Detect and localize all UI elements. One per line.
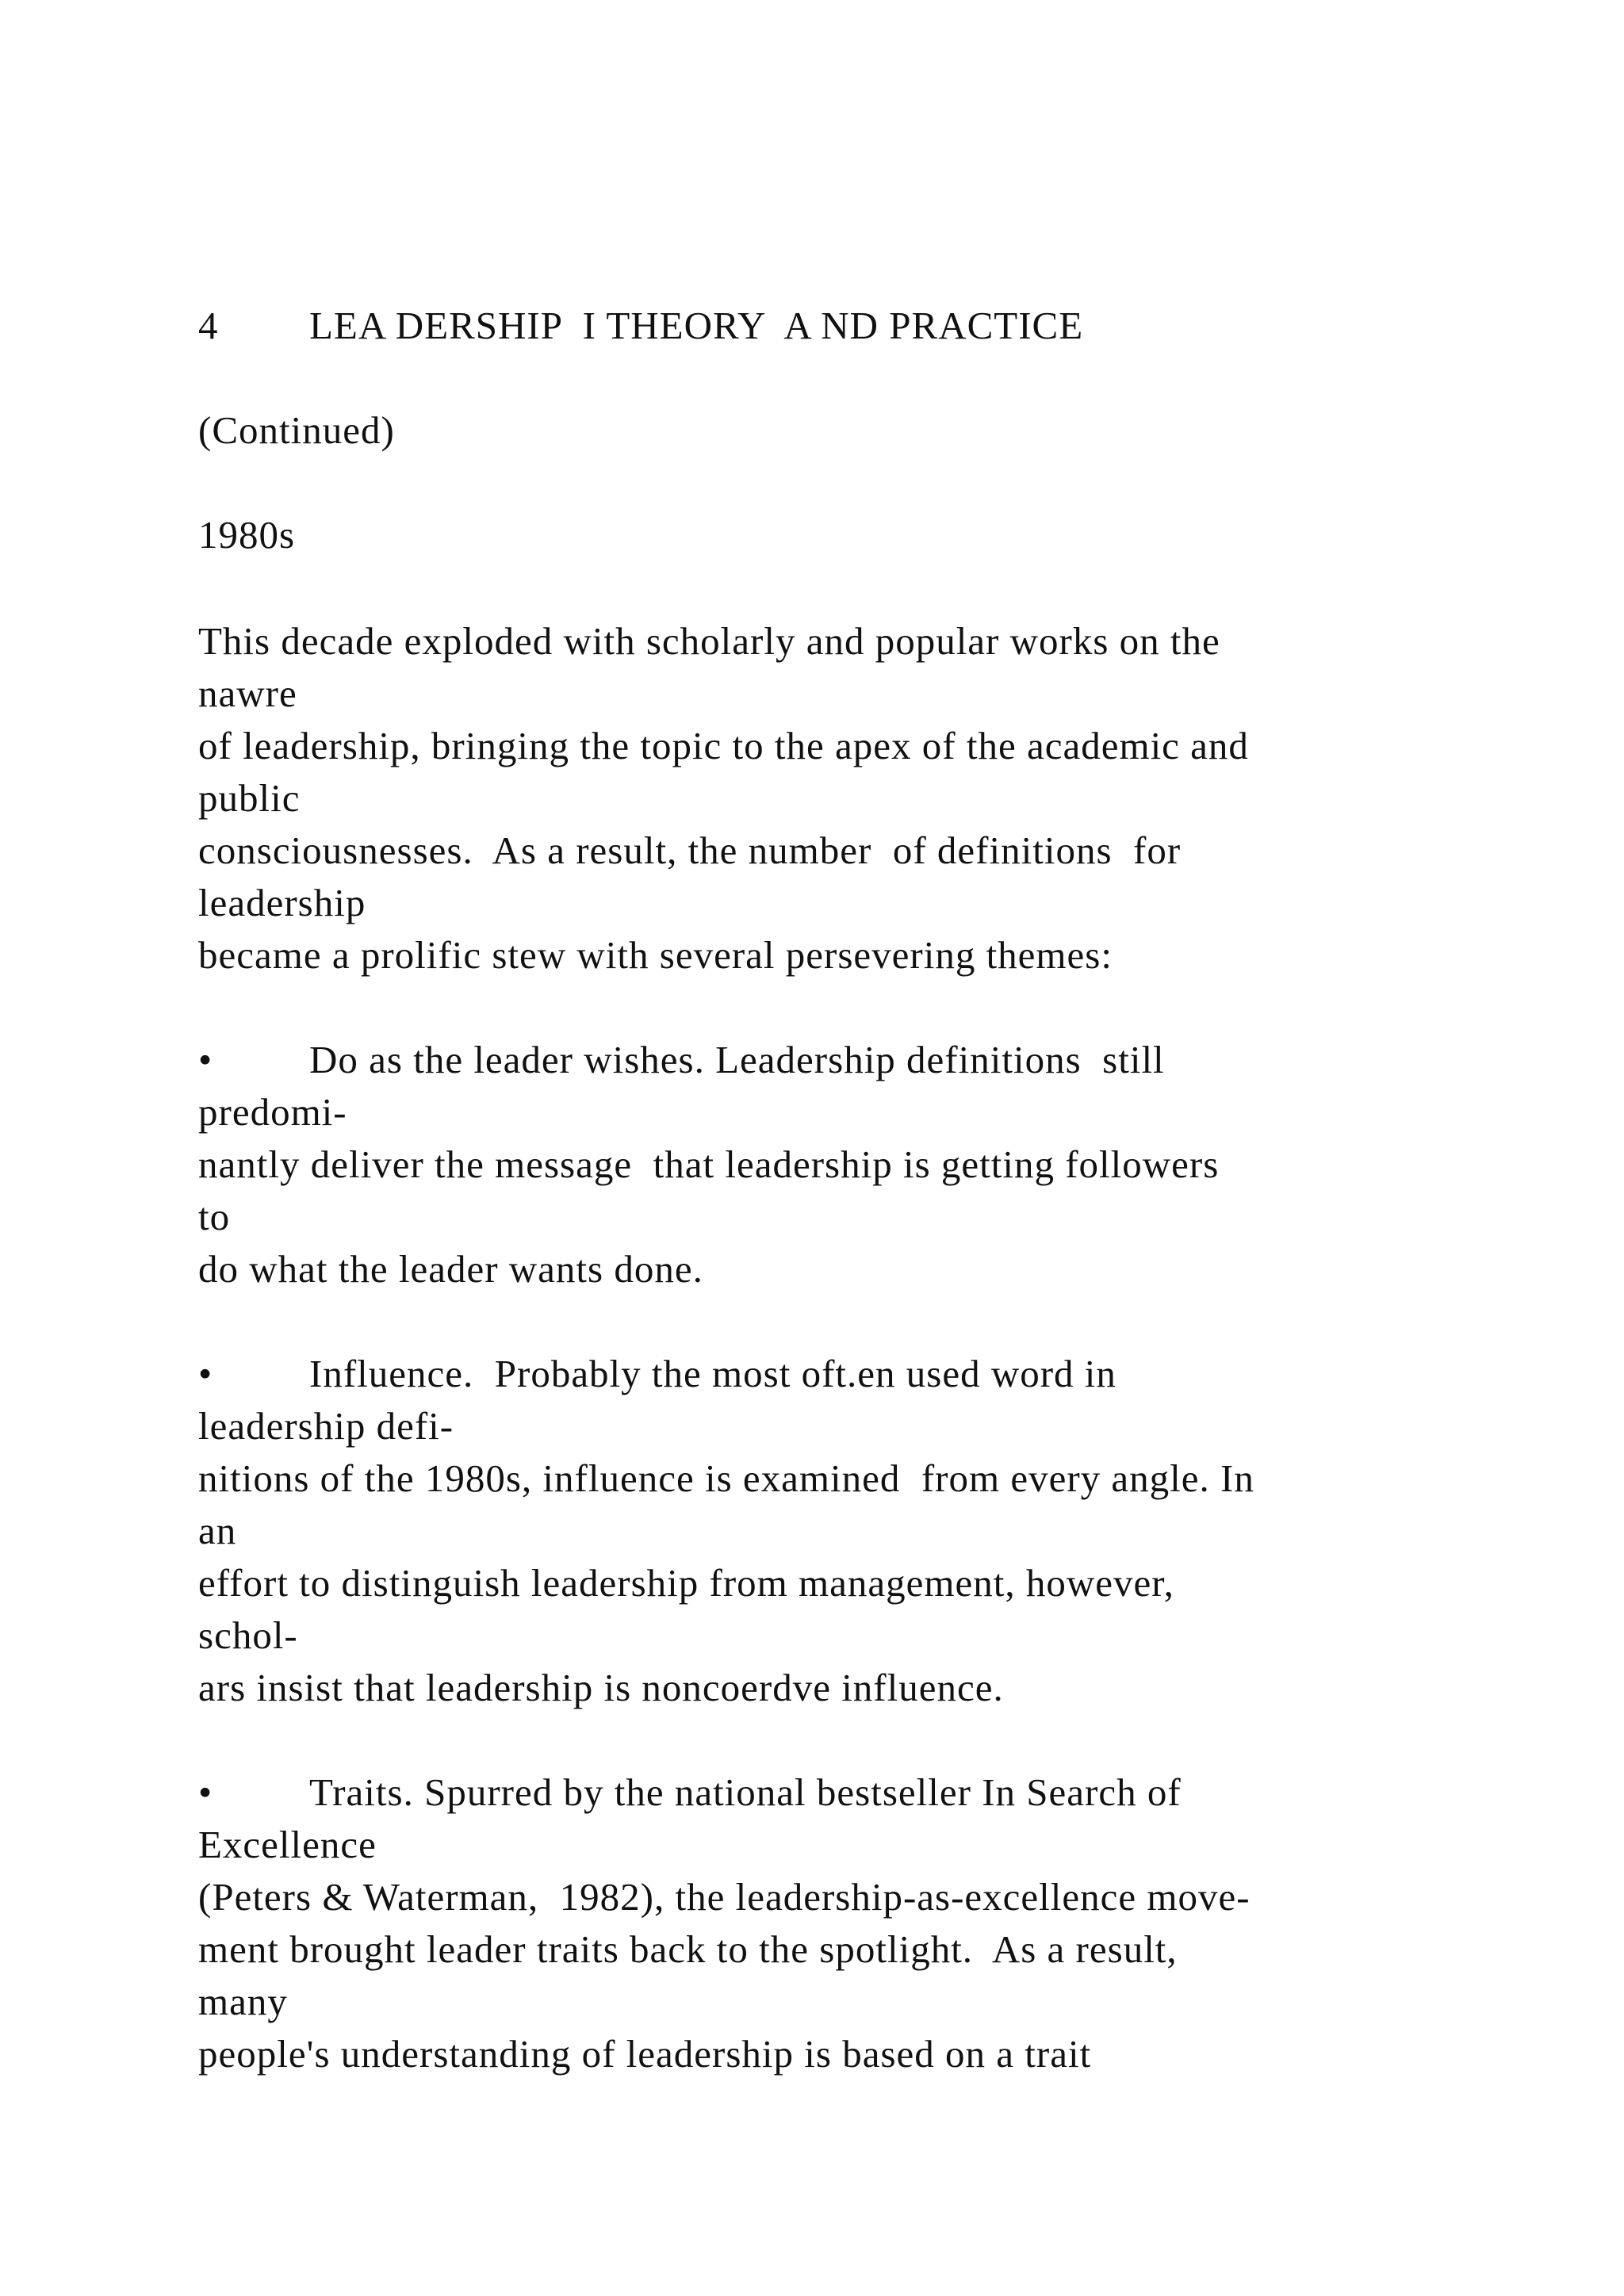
page-number: 4	[198, 304, 218, 347]
continued-label: (Continued)	[198, 408, 395, 452]
bullet-line: effort to distinguish leadership from management, however,	[198, 1561, 1174, 1605]
intro-line: consciousnesses. As a result, the number of definitions for	[198, 828, 1182, 872]
intro-line: became a prolific stew with several persevering themes:	[198, 933, 1113, 977]
bullet-line: schol-	[198, 1613, 298, 1657]
bullet-line: (Peters & Waterman, 1982), the leadership-as-excellence move-	[198, 1875, 1251, 1919]
bullet-line: nantly deliver the message that leadership is getting followers	[198, 1142, 1220, 1186]
intro-line: public	[198, 776, 301, 820]
intro-line: nawre	[198, 672, 297, 715]
bullet-line: to	[198, 1195, 231, 1238]
bullet-marker: •	[198, 1770, 213, 1814]
bullet-line: leadership defi-	[198, 1404, 454, 1448]
decade-heading: 1980s	[198, 513, 296, 557]
bullet-line: ars insist that leadership is noncoerdve influence.	[198, 1666, 1004, 1709]
bullet-marker: •	[198, 1038, 213, 1081]
bullet-line: predomi-	[198, 1090, 347, 1134]
bullet-line: Excellence	[198, 1823, 377, 1866]
bullet-line: ment brought leader traits back to the spotlight. As a result,	[198, 1927, 1178, 1971]
bullet-line: people's understanding of leadership is based on a trait	[198, 2032, 1092, 2076]
running-title: LEA DERSHIP I THEORY A ND PRACTICE	[309, 304, 1084, 347]
bullet-first-line: Traits. Spurred by the national bestseller In Search of	[309, 1770, 1182, 1814]
bullet-first-line: Influence. Probably the most oft.en used word in	[309, 1352, 1116, 1395]
bullet-marker: •	[198, 1352, 213, 1395]
bullet-line: many	[198, 1980, 288, 2023]
intro-line: of leadership, bringing the topic to the apex of the academic and	[198, 724, 1249, 767]
bullet-line: nitions of the 1980s, influence is examined from every angle. In	[198, 1456, 1254, 1500]
bullet-first-line: Do as the leader wishes. Leadership definitions still	[309, 1038, 1165, 1081]
intro-line: leadership	[198, 881, 366, 924]
bullet-line: do what the leader wants done.	[198, 1247, 703, 1291]
bullet-line: an	[198, 1509, 237, 1552]
intro-line: This decade exploded with scholarly and popular works on the	[198, 619, 1220, 663]
